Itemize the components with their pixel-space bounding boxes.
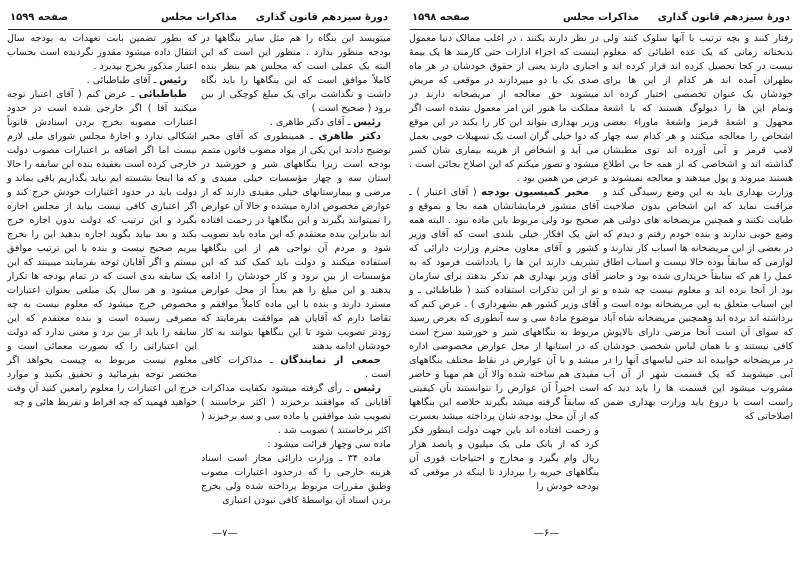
- text-column-right: [201, 32, 391, 508]
- paragraph-text: ( آقای اعتبار ) ـ آقای منشور فرمایشاتشان همه بجا و بموقع و صحیح بود ولی مربوط باین ماده نبود . البته همه اش یک افکار خیلی بلندی است که آقای وزیر کشور و آقای معاون محترم وزارت دارائی که تشریف دارند این ها را یادداشت فرمود که به آقای وزیر بهداری هم تذکر بدهند برای سازمان نو از این تذکرات استفاده کنند ( طباطبائی ـ و آقای وزیر کشور هم بشهرداری ) . عرض کنم که موضوع مادهٔ سی و سه آنطوری که بعرض رسید مربوط به بنگاههای شیر و خورشید سرخ است که در استانها از محل عوارض مخصوصی اداره میشد و با آن عوارض در نقاط مختلف بنگاههای مفیدی هم ساخته شده والا آن هم مهیا و حاضر است اخیراً آن عوارض را نتوانستند بآن کیفیتی که سابقاً گرفته میشد بگیرند خلاصه این بنگاهها که از آن محل بودجه شان پرداخته میشد بعسرت و زحمت افتاده اند باین جهت دولت اینطور فکر کرد که از بانک ملی یک میلیون و پانصد هزار ریال وام بگیرد و مخارج و احتیاجات فوری آن بنگاههای خیریه را بپردازد تا اینکه در موقعی که بودجه خودش را: [409, 187, 599, 492]
- header-title: مذاکرات مجلس: [160, 12, 237, 23]
- speaker-name: دکتر طاهری: [318, 131, 381, 142]
- paragraph-text: ماده سی وچهار قرائت میشود :: [267, 439, 391, 450]
- header-page-number: صفحه ۱۵۹۹: [10, 12, 69, 23]
- paragraph: [201, 452, 391, 508]
- page-1598: [404, 0, 796, 561]
- paragraph-text: ـ رأی گرفته میشود بکفایت مذاکرات آقایانی که موافقند برخیزند ( اکثر برخاستند ) تصویب شد موافقین با ماده سی و سه برخیزند ( اکثر برخاستند ) تصویب شد .: [201, 383, 391, 436]
- paragraph: [409, 186, 599, 494]
- paragraph: [201, 438, 391, 452]
- paragraph-text: که بطور تضمین بابت تعهدات به بودجه سال انتقال داده میشود مقدور نگردیده است بحساب اعتبار مذکور بخرج بپذیرد .: [7, 33, 197, 72]
- paragraph: [201, 130, 391, 354]
- speaker-name: رئیس: [353, 117, 381, 128]
- speaker-name: رئیس: [159, 75, 187, 86]
- page-folio: —۷—: [212, 528, 238, 539]
- paragraph: [7, 74, 197, 88]
- paragraph-text: ـ همینطوری که آقای مخبر توضیح دادند این یکی از مواد مصوب قانون متمم بودجه است زیرا بنگاههای شیر و خورشید در استان سه و چهار مؤسسات خیلی مفیدی و مرضی و بیمارستانهای خیلی مفیدی دارند که از عوارض مخصوص اداره میشده و حالا آن عوارض را نمیتوانند بگیرند و این بنگاهها در زحمت افتاده اند بنابراین بنده معتقدم که این ماده باید تصویب شود و مردم آن نواحی هم از این بنگاهها استفاده میکنند و دولت باید کمک کند که این مؤسسات از بین نرود و کار خودشان را ادامه بدهند و این مبلغ را هم بعداً از محل عوارض مسترد دارند و بنده با این ماده کاملاً موافقم و تقاضا دارم که آقایان هم موافقت بفرمایند که زودتر تصویب شود تا این بنگاهها بتوانند به کار خودشان ادامه بدهند: [201, 131, 391, 352]
- paragraph: [603, 32, 793, 424]
- header-rule: [410, 29, 792, 30]
- running-header: [10, 12, 388, 26]
- paragraph-text: در نظر دارند بکنند ، در اغلب ممالک دنیا معمول اینست که اجزاء ادارات حتی کارمند ها یک بیمهٔ اجباری دارند یعنی از حقوق خودشان در هر ماه صدی یک یا دو میپردازند در موقعی که مریض میشوند حق معالجه از مریضخانه دارند در مملکت ما هنوز این امر معمول نشده است اگر وزیر بهداری بتواند این کار را بکند در این موقع که دوا خیلی گران است یک تسهیلات خوبی بعمل می آید و اشخاص از هزینه بیماری شان کسر میشود و تصور میکنم که این اصلاح بجائی است . عرض من همین بود .: [409, 33, 599, 184]
- paragraph-text: رفتار کنند و بچه ترتیب با آنها سلوک کنند ولی بدبختانه زمانی که یک عده اطبائی که معلوم نیست در کجا تحصیل کرده اند فرار کرده اند و بطهران آمده اند هر کدام از این ها برای خودشان یک عنوان تخصصی اختیار کرده اند وتمام این ها را دیولوگ هستند که با اشعهٔ مجهول و اشعهٔ قرمز واشعهٔ ماوراء بعضی اشخاص را معالجه میکنند و هر کدام سه چهار لامپ قرمز و آبی آورده اند توی مطبشان گذاشته اند و اشخاصی که از همه جا بی اطلاع هستند میروند و پول میدهند و معالجه نمیشوند و وزارت بهداری باید به این وضع رسیدگی کند و مراقبت نماید که این اشخاص بدون صلاحیت طبابت نکنند و همچنین مریضخانه های دولتی هم وضع خوبی ندارند و بنده خودم رفتم و دیدم که در بعضی از این مریضخانه ها اسباب کار ندارند و لوازمی که سابقاً بوده حالا نیست و اسباب اطاق عمل را هم که سابقاً خریداری شده بود و حاضر بود از آنجا برده اند و معلوم نیست چه شده و این اسباب متعلق به این مریضخانه بوده است و برداشته اند برده اند وهمچنین مریضخانه شاه آباد که سوای آن است آنجا مرضی دارای بالاپوش کافی نیستند و با همان لباس شخصی خودشان در مریضخانه خوابیده اند حتی لباسهای آنها را در آبی میشویند که یک قسمت شهر از آن آب مشروب میشود این قسمت ها را باید دید که راست است یا دروغ باید وزارت بهداری ضمن اصلاحاتی که: [603, 33, 793, 422]
- text-column-right: [603, 32, 793, 424]
- speaker-name: مخبر کمیسیون بودجه: [481, 187, 589, 198]
- header-volume: دورهٔ سیزدهم قانون گذاری: [657, 12, 790, 23]
- page-1599: [2, 0, 394, 561]
- paragraph-text: ـ آقای طباطبائی .: [86, 75, 160, 86]
- paragraph: [201, 382, 391, 438]
- speaker-name: جمعی از نمایندگان: [280, 355, 381, 366]
- header-title: مذاکرات مجلس: [562, 12, 639, 23]
- paragraph-text: ـ عرض کنم ( آقای اعتبار توجه میکنید آقا ) اگر خارجی شده است در حدود اعتبارات مصوبه بخرج بردن اسنادش قانوناً اشکالی ندارد و اجازهٔ مجلس شورای ملی لازم نیست اما اگر اضافه بر اعتبارات مصوب دولت خارجی کرده است بعقیده بنده این سابقه را حالا که ما اینجا نشسته ایم نباید بگذاریم باقی بماند و دولت باید در حدود اعتبارات خودش خرج کند و اگر اعتباری کافی نیست بیاید از مجلس اجازه بگیرد و این ترتیب که دولت بدون اجازه خرج بکند و بعد بیاید بگوید اجازه بدهید این را بخرج ببریم صحیح نیست و بنده با این ترتیب موافق نیستم و اگر آقایان توجه بفرمایند میبینند که این یک سابقه بدی است که در تمام بودجه ها تکرار میشود و هر سال یک مبلغی بعنوان اعتبارات مخصوص خرج میشود که معلوم نیست به چه مصرفی رسیده است و بنده معتقدم که این سابقه را باید از بین برد و معنی ندارد که دولت این اعتباراتی را که بصورت معمائی است و معلوم نیست مربوط به چیست بخواهد اگر مختصر توجه بفرمائید و تحقیق بکنید و موارد خرج این اعتبارات را معلوم رامعین کنید آن وقت خواهید فهمید که چه افراط و تفریط هائی و چه: [7, 89, 197, 408]
- paragraph: [7, 32, 197, 74]
- page-folio: —۶—: [534, 528, 560, 539]
- paragraph: [201, 32, 391, 116]
- paragraph-text: ماده ۳۴ ـ وزارت دارائی مجاز است اسناد هزینه خارجی را که درحدود اعتبارات مصوب وطبق مقررات مربوط پرداخته شده ولی بخرج بردن اسناد آن بواسطهٔ کافی نبودن اعتباری: [201, 453, 391, 506]
- paragraph: [201, 116, 391, 130]
- speaker-name: رئیس: [353, 383, 381, 394]
- text-column-left: [409, 32, 599, 494]
- paragraph-text: میتویسد این بنگاه را هم مثل سایر بنگاهها در بودجه منظور بدارد . منظور این است که این البته یک عملی است که مجلس هم بنظر بنده کاملاً موافق است که این بنگاهها را باید نگاه داشت و نگذاشت برای یک مبلغ کوچکی از بین برود ( صحیح است ): [201, 33, 391, 114]
- header-page-number: صفحه ۱۵۹۸: [412, 12, 471, 23]
- running-header: [412, 12, 790, 26]
- paragraph-text: ـ آقای دکتر طاهری .: [269, 117, 354, 128]
- paragraph: [409, 32, 599, 186]
- speaker-name: طباطبائی: [138, 89, 187, 100]
- paragraph: [7, 88, 197, 410]
- paragraph: [201, 354, 391, 382]
- header-rule: [8, 29, 390, 30]
- text-column-left: [7, 32, 197, 410]
- paragraph-text: ـ مذاکرات کافی است .: [201, 355, 391, 380]
- header-volume: دورهٔ سیزدهم قانون گذاری: [255, 12, 388, 23]
